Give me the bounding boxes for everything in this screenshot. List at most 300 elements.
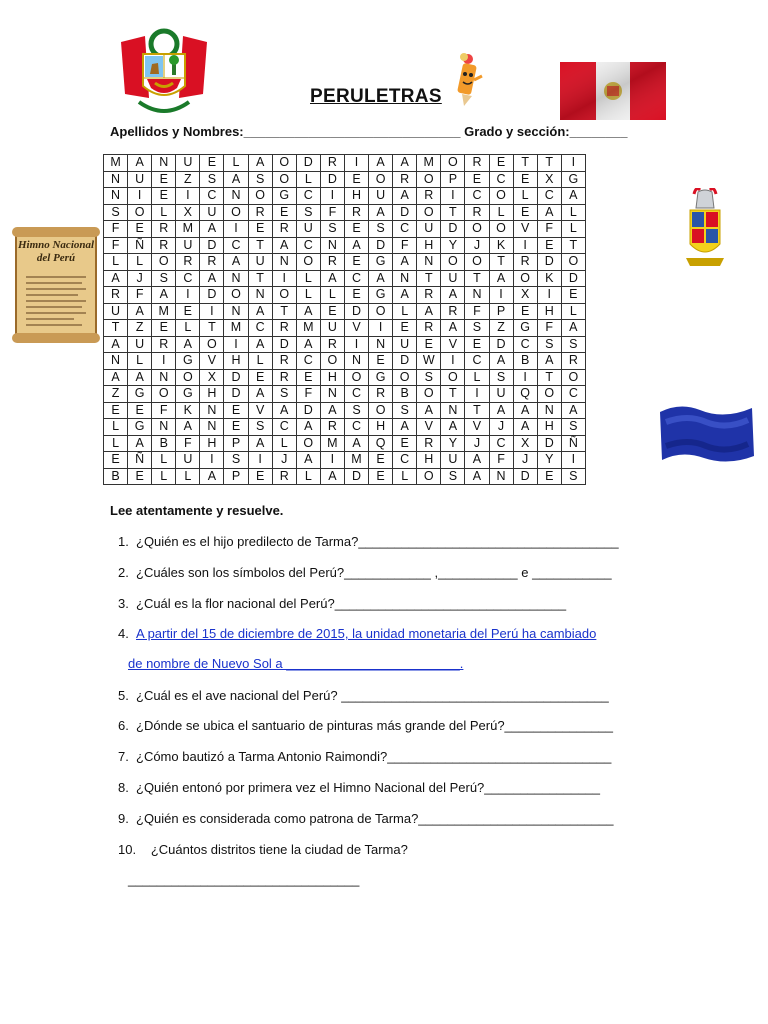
- grid-cell: O: [465, 221, 489, 238]
- grid-cell: F: [393, 237, 417, 254]
- grid-cell: Z: [104, 386, 128, 403]
- grid-cell: P: [489, 303, 513, 320]
- grid-row: [104, 468, 586, 485]
- grid-cell: E: [537, 468, 561, 485]
- grid-cell: A: [369, 155, 393, 172]
- question-1: 1. ¿Quién es el hijo predilecto de Tarma?____________________________________: [118, 534, 619, 549]
- tarma-coat-of-arms-image: [684, 188, 726, 268]
- grid-cell: O: [296, 435, 320, 452]
- grid-cell: A: [272, 237, 296, 254]
- grid-cell: I: [441, 353, 465, 370]
- grid-cell: S: [537, 336, 561, 353]
- grid-cell: F: [320, 204, 344, 221]
- grid-cell: A: [128, 155, 152, 172]
- grid-cell: T: [248, 270, 272, 287]
- grid-cell: L: [561, 303, 585, 320]
- grid-cell: G: [369, 369, 393, 386]
- grid-cell: A: [465, 452, 489, 469]
- grid-cell: V: [513, 221, 537, 238]
- pencil-mascot-image: [450, 52, 484, 108]
- grid-cell: N: [344, 353, 368, 370]
- grid-cell: U: [176, 155, 200, 172]
- grid-cell: E: [152, 171, 176, 188]
- grid-cell: T: [489, 254, 513, 271]
- grid-cell: R: [320, 419, 344, 436]
- grid-cell: A: [393, 287, 417, 304]
- grid-cell: F: [128, 287, 152, 304]
- grid-cell: H: [344, 188, 368, 205]
- grid-cell: U: [369, 188, 393, 205]
- himno-nacional-scroll-image: [12, 225, 100, 347]
- grid-cell: P: [224, 435, 248, 452]
- grid-cell: O: [152, 386, 176, 403]
- grid-cell: A: [537, 204, 561, 221]
- grid-cell: S: [369, 221, 393, 238]
- grid-cell: I: [224, 336, 248, 353]
- question-4: 4. A partir del 15 de diciembre de 2015, la unidad monetaria del Perú ha cambiado: [118, 626, 597, 641]
- grid-cell: Q: [369, 435, 393, 452]
- grid-cell: E: [513, 204, 537, 221]
- grid-cell: F: [537, 221, 561, 238]
- grid-cell: N: [248, 287, 272, 304]
- grid-cell: A: [489, 402, 513, 419]
- grid-cell: L: [104, 254, 128, 271]
- grid-cell: V: [465, 419, 489, 436]
- grid-cell: C: [272, 419, 296, 436]
- grid-cell: I: [489, 287, 513, 304]
- grid-cell: O: [441, 369, 465, 386]
- grid-cell: D: [537, 254, 561, 271]
- grid-cell: V: [200, 353, 224, 370]
- question-7: 7. ¿Cómo bautizó a Tarma Antonio Raimondi?_______________________________: [118, 749, 612, 764]
- grid-cell: N: [465, 287, 489, 304]
- grid-cell: A: [272, 402, 296, 419]
- grid-cell: C: [296, 353, 320, 370]
- grid-cell: X: [513, 435, 537, 452]
- grid-cell: R: [272, 221, 296, 238]
- grid-cell: L: [393, 303, 417, 320]
- grid-cell: I: [176, 188, 200, 205]
- grid-cell: T: [465, 270, 489, 287]
- grid-cell: N: [152, 419, 176, 436]
- grid-cell: U: [417, 221, 441, 238]
- grid-cell: Y: [441, 435, 465, 452]
- grid-cell: O: [417, 468, 441, 485]
- grid-cell: Ñ: [561, 435, 585, 452]
- grid-cell: A: [104, 336, 128, 353]
- grid-cell: G: [176, 386, 200, 403]
- anthem-scroll-title: Himno Nacional: [17, 239, 95, 251]
- grid-cell: I: [537, 287, 561, 304]
- grid-cell: A: [224, 171, 248, 188]
- grid-cell: E: [344, 254, 368, 271]
- grid-cell: S: [104, 204, 128, 221]
- grid-cell: G: [176, 353, 200, 370]
- grid-cell: L: [561, 221, 585, 238]
- grid-cell: R: [152, 336, 176, 353]
- grid-cell: Q: [513, 386, 537, 403]
- grid-cell: J: [489, 419, 513, 436]
- grid-cell: A: [128, 435, 152, 452]
- grid-cell: O: [441, 254, 465, 271]
- grid-cell: A: [128, 303, 152, 320]
- grid-cell: O: [320, 353, 344, 370]
- grid-cell: E: [128, 221, 152, 238]
- grid-cell: D: [561, 270, 585, 287]
- grid-cell: A: [224, 254, 248, 271]
- grid-cell: A: [369, 204, 393, 221]
- grid-cell: I: [513, 237, 537, 254]
- grid-cell: R: [465, 155, 489, 172]
- grid-cell: E: [465, 171, 489, 188]
- anthem-scroll-subtitle: del Perú: [36, 252, 76, 264]
- grid-cell: U: [489, 386, 513, 403]
- grid-cell: N: [152, 369, 176, 386]
- grid-cell: D: [200, 237, 224, 254]
- grid-cell: E: [344, 287, 368, 304]
- grid-cell: A: [296, 303, 320, 320]
- question-4-continuation: [128, 656, 463, 671]
- grid-cell: T: [272, 303, 296, 320]
- grid-cell: R: [561, 353, 585, 370]
- grid-cell: C: [561, 386, 585, 403]
- grid-cell: A: [248, 303, 272, 320]
- grid-cell: C: [465, 353, 489, 370]
- grid-cell: T: [561, 237, 585, 254]
- grid-cell: R: [513, 254, 537, 271]
- grid-cell: E: [513, 171, 537, 188]
- grid-cell: A: [296, 419, 320, 436]
- grid-cell: A: [561, 320, 585, 337]
- grid-cell: Ñ: [128, 452, 152, 469]
- grid-cell: L: [296, 171, 320, 188]
- grid-cell: V: [344, 320, 368, 337]
- grid-cell: G: [369, 287, 393, 304]
- grid-cell: E: [176, 303, 200, 320]
- grid-cell: O: [369, 402, 393, 419]
- grid-cell: O: [152, 254, 176, 271]
- grid-cell: L: [296, 287, 320, 304]
- grid-cell: E: [369, 353, 393, 370]
- grid-row: [104, 320, 586, 337]
- grid-cell: I: [272, 270, 296, 287]
- grid-row: [104, 287, 586, 304]
- grid-row: [104, 419, 586, 436]
- grid-row: [104, 237, 586, 254]
- grid-cell: O: [465, 254, 489, 271]
- grid-cell: L: [272, 435, 296, 452]
- grid-cell: E: [561, 287, 585, 304]
- grid-cell: C: [344, 419, 368, 436]
- grid-cell: A: [441, 320, 465, 337]
- grid-cell: E: [248, 468, 272, 485]
- question-8: 8. ¿Quién entonó por primera vez el Himno Nacional del Perú?________________: [118, 780, 600, 795]
- question-4-link[interactable]: A partir del 15 de diciembre de 2015, la unidad monetaria del Perú ha cambiado: [136, 626, 597, 641]
- grid-cell: A: [320, 468, 344, 485]
- grid-cell: S: [561, 419, 585, 436]
- grid-cell: L: [104, 419, 128, 436]
- grid-cell: U: [176, 237, 200, 254]
- grid-cell: M: [296, 320, 320, 337]
- grid-cell: R: [417, 320, 441, 337]
- grid-cell: M: [176, 221, 200, 238]
- grid-cell: R: [417, 435, 441, 452]
- grid-cell: E: [128, 468, 152, 485]
- grid-cell: X: [537, 171, 561, 188]
- grid-cell: L: [513, 188, 537, 205]
- grid-cell: I: [248, 452, 272, 469]
- grid-cell: R: [272, 353, 296, 370]
- grid-cell: B: [393, 386, 417, 403]
- grid-cell: R: [393, 171, 417, 188]
- grid-cell: R: [176, 254, 200, 271]
- grid-cell: A: [248, 435, 272, 452]
- grid-cell: A: [369, 270, 393, 287]
- grid-cell: I: [465, 386, 489, 403]
- grid-cell: N: [441, 402, 465, 419]
- grid-cell: O: [224, 204, 248, 221]
- grid-cell: O: [417, 386, 441, 403]
- grid-cell: O: [561, 369, 585, 386]
- grid-cell: O: [200, 336, 224, 353]
- grid-cell: I: [344, 336, 368, 353]
- grid-cell: U: [393, 336, 417, 353]
- grid-cell: A: [393, 188, 417, 205]
- grid-cell: D: [296, 402, 320, 419]
- grid-row: [104, 171, 586, 188]
- grid-cell: O: [441, 155, 465, 172]
- grid-cell: U: [296, 221, 320, 238]
- grid-cell: I: [513, 369, 537, 386]
- grid-row: [104, 254, 586, 271]
- grid-cell: N: [224, 188, 248, 205]
- grid-cell: Y: [441, 237, 465, 254]
- grid-cell: L: [296, 270, 320, 287]
- grid-cell: D: [224, 386, 248, 403]
- blue-flag-image: [660, 402, 756, 466]
- grid-cell: I: [320, 188, 344, 205]
- grid-cell: U: [248, 254, 272, 271]
- grid-cell: N: [320, 237, 344, 254]
- grid-cell: E: [128, 402, 152, 419]
- grid-cell: D: [224, 369, 248, 386]
- grid-cell: I: [152, 353, 176, 370]
- grid-cell: C: [200, 188, 224, 205]
- question-4-link-continuation[interactable]: de nombre de Nuevo Sol a ________________________.: [128, 656, 464, 671]
- page-title: PERULETRAS: [310, 86, 442, 107]
- grid-cell: L: [128, 353, 152, 370]
- grid-cell: A: [296, 452, 320, 469]
- grid-row: [104, 402, 586, 419]
- grid-cell: R: [152, 237, 176, 254]
- grid-row: [104, 303, 586, 320]
- grid-cell: H: [200, 386, 224, 403]
- grid-cell: A: [393, 419, 417, 436]
- grid-cell: D: [272, 336, 296, 353]
- grid-cell: A: [417, 303, 441, 320]
- grid-cell: A: [513, 419, 537, 436]
- grid-cell: M: [417, 155, 441, 172]
- grid-cell: D: [537, 435, 561, 452]
- grid-cell: A: [489, 353, 513, 370]
- grid-cell: I: [200, 303, 224, 320]
- grid-cell: R: [441, 303, 465, 320]
- grid-cell: B: [152, 435, 176, 452]
- grid-cell: S: [465, 320, 489, 337]
- peru-coat-of-arms-image: [115, 28, 213, 120]
- grid-cell: J: [272, 452, 296, 469]
- grid-cell: L: [176, 320, 200, 337]
- grid-cell: M: [320, 435, 344, 452]
- grid-cell: K: [489, 237, 513, 254]
- grid-cell: U: [128, 171, 152, 188]
- grid-cell: A: [489, 270, 513, 287]
- grid-cell: A: [344, 237, 368, 254]
- grid-cell: L: [320, 287, 344, 304]
- grid-cell: J: [465, 237, 489, 254]
- grid-cell: C: [465, 188, 489, 205]
- grid-cell: D: [200, 287, 224, 304]
- grid-cell: N: [393, 270, 417, 287]
- grid-cell: I: [344, 155, 368, 172]
- grid-cell: L: [152, 468, 176, 485]
- grid-cell: K: [176, 402, 200, 419]
- grid-cell: C: [393, 221, 417, 238]
- instructions-heading: Lee atentamente y resuelve.: [110, 503, 284, 518]
- grid-cell: V: [248, 402, 272, 419]
- grid-cell: G: [561, 171, 585, 188]
- grid-cell: R: [344, 204, 368, 221]
- grid-cell: E: [152, 188, 176, 205]
- grid-cell: E: [224, 419, 248, 436]
- grid-cell: N: [104, 188, 128, 205]
- grid-cell: L: [152, 204, 176, 221]
- grid-row: [104, 270, 586, 287]
- grid-cell: F: [104, 221, 128, 238]
- grid-cell: S: [320, 221, 344, 238]
- grid-cell: I: [369, 320, 393, 337]
- grid-cell: D: [393, 204, 417, 221]
- grid-cell: I: [224, 221, 248, 238]
- grid-cell: T: [200, 320, 224, 337]
- grid-cell: A: [344, 435, 368, 452]
- grid-cell: A: [248, 386, 272, 403]
- grid-cell: M: [152, 303, 176, 320]
- grid-cell: N: [489, 468, 513, 485]
- grid-cell: Z: [128, 320, 152, 337]
- grid-cell: L: [393, 468, 417, 485]
- grid-cell: A: [128, 369, 152, 386]
- grid-cell: T: [417, 270, 441, 287]
- grid-cell: G: [128, 386, 152, 403]
- grid-cell: L: [104, 435, 128, 452]
- grid-cell: L: [561, 204, 585, 221]
- grid-cell: I: [561, 452, 585, 469]
- grid-cell: E: [369, 452, 393, 469]
- grid-cell: R: [369, 386, 393, 403]
- grid-cell: A: [320, 270, 344, 287]
- grid-cell: P: [441, 171, 465, 188]
- grid-cell: O: [248, 188, 272, 205]
- grid-cell: A: [200, 221, 224, 238]
- grid-cell: A: [320, 402, 344, 419]
- grid-cell: C: [296, 237, 320, 254]
- word-search-grid: [103, 154, 586, 485]
- grid-cell: C: [296, 188, 320, 205]
- grid-cell: A: [393, 155, 417, 172]
- grid-cell: S: [248, 419, 272, 436]
- grid-cell: H: [537, 303, 561, 320]
- grid-cell: D: [369, 237, 393, 254]
- grid-cell: E: [369, 468, 393, 485]
- grid-cell: C: [176, 270, 200, 287]
- grid-cell: A: [248, 155, 272, 172]
- grid-cell: A: [296, 336, 320, 353]
- grid-cell: O: [272, 171, 296, 188]
- grid-cell: D: [344, 468, 368, 485]
- grid-row: [104, 155, 586, 172]
- grid-cell: T: [248, 237, 272, 254]
- grid-cell: O: [296, 254, 320, 271]
- grid-cell: Y: [537, 452, 561, 469]
- grid-cell: W: [417, 353, 441, 370]
- grid-cell: N: [200, 402, 224, 419]
- grid-cell: A: [537, 353, 561, 370]
- grid-cell: L: [152, 452, 176, 469]
- grid-cell: E: [104, 402, 128, 419]
- grid-cell: E: [320, 303, 344, 320]
- grid-row: [104, 188, 586, 205]
- grid-cell: N: [369, 336, 393, 353]
- grid-cell: H: [369, 419, 393, 436]
- grid-cell: S: [393, 402, 417, 419]
- grid-cell: R: [320, 155, 344, 172]
- grid-cell: H: [417, 452, 441, 469]
- grid-cell: O: [561, 254, 585, 271]
- grid-cell: R: [417, 287, 441, 304]
- grid-cell: E: [296, 369, 320, 386]
- grid-cell: T: [513, 155, 537, 172]
- grid-cell: L: [248, 353, 272, 370]
- student-name-grade-line: Apellidos y Nombres:______________________________ Grado y sección:________: [110, 124, 628, 139]
- grid-cell: G: [272, 188, 296, 205]
- grid-cell: E: [393, 320, 417, 337]
- grid-cell: R: [417, 188, 441, 205]
- grid-cell: C: [344, 270, 368, 287]
- grid-cell: C: [513, 336, 537, 353]
- grid-cell: E: [513, 303, 537, 320]
- grid-cell: F: [104, 237, 128, 254]
- grid-cell: N: [224, 303, 248, 320]
- grid-cell: U: [200, 204, 224, 221]
- grid-cell: F: [176, 435, 200, 452]
- grid-cell: A: [200, 468, 224, 485]
- grid-cell: I: [200, 452, 224, 469]
- grid-cell: A: [248, 336, 272, 353]
- grid-cell: P: [224, 468, 248, 485]
- grid-cell: N: [152, 155, 176, 172]
- grid-cell: N: [272, 254, 296, 271]
- grid-cell: C: [489, 171, 513, 188]
- grid-cell: G: [128, 419, 152, 436]
- grid-cell: U: [176, 452, 200, 469]
- grid-cell: S: [224, 452, 248, 469]
- grid-cell: A: [104, 270, 128, 287]
- grid-cell: F: [152, 402, 176, 419]
- grid-cell: R: [200, 254, 224, 271]
- grid-cell: A: [513, 402, 537, 419]
- grid-cell: Z: [176, 171, 200, 188]
